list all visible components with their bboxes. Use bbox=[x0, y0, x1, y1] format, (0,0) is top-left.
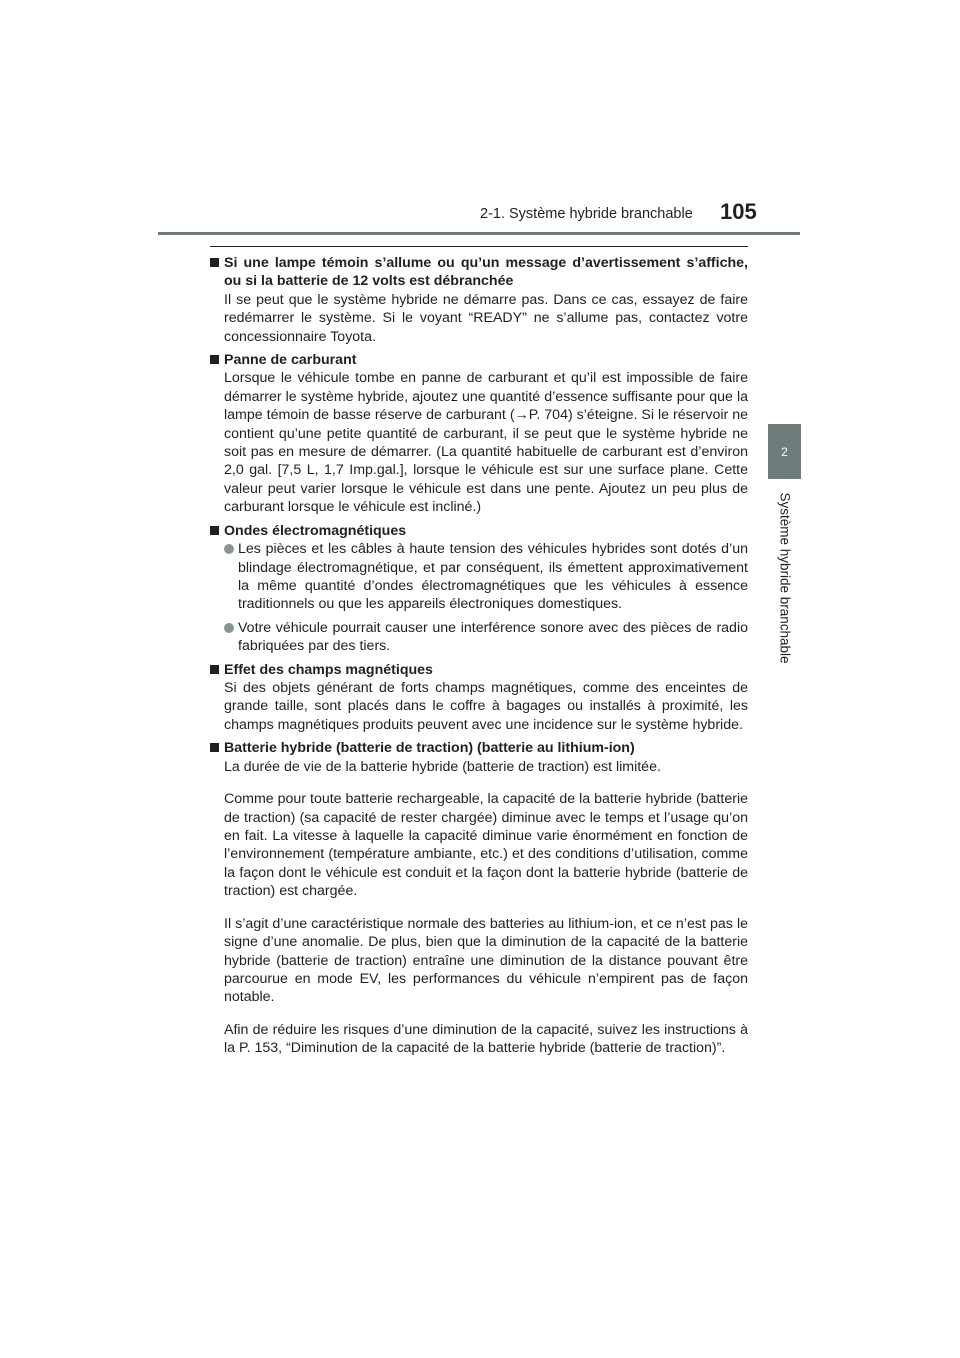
square-bullet-icon bbox=[210, 526, 219, 535]
section-heading bbox=[210, 254, 748, 291]
square-bullet-icon bbox=[210, 355, 219, 364]
body-paragraph: Comme pour toute batterie rechargeable, la capacité de la batterie hybride (batterie de traction) (sa capacité de rester chargée) diminue avec le temps et l’usage qu’on en fait. La vitesse à laquelle la capacité diminue varie énormément en fonction de l’environnement (température ambiante, etc.) et des conditions d’utilisation, comme la façon dont le véhicule est conduit et la façon dont la batterie hybride (batterie de traction) est chargée. bbox=[224, 791, 748, 900]
section-heading-text: Batterie hybride (batterie de traction) (batterie au lithium-ion) bbox=[224, 740, 635, 757]
bullet-item bbox=[224, 619, 748, 656]
section-heading-text: Panne de carburant bbox=[224, 352, 357, 369]
bullet-item bbox=[224, 540, 748, 614]
section-electromagnetic-waves bbox=[210, 522, 748, 656]
section-heading-text: Effet des champs magnétiques bbox=[224, 661, 433, 678]
header-rule bbox=[158, 232, 800, 235]
body-paragraph: Il s’agit d’une caractéristique normale des batteries au lithium-ion, et ce n’est pas le signe d’une anomalie. De plus, bien que la diminution de la capacité de la batterie hybride (batterie de traction) entraîne une diminution de la distance pouvant être parcourue en mode EV, les performances du véhicule n’empirent pas de façon notable. bbox=[224, 915, 748, 1006]
section-heading bbox=[210, 351, 748, 369]
section-heading-text: Si une lampe témoin s’allume ou qu’un message d’avertissement s’affiche, ou si la batterie de 12 volts est débranchée bbox=[224, 255, 748, 290]
body-paragraph: Si des objets générant de forts champs magnétiques, comme des enceintes de grande taille, sont placés dans le coffre à bagages ou installés à proximité, les champs magnétiques produits peuvent avec une incidence sur le système hybride. bbox=[224, 679, 748, 733]
content-top-rule bbox=[210, 246, 748, 247]
square-bullet-icon bbox=[210, 665, 219, 674]
square-bullet-icon bbox=[210, 743, 219, 752]
circle-bullet-icon bbox=[224, 623, 234, 633]
circle-bullet-icon bbox=[224, 544, 234, 554]
page-number: 105 bbox=[720, 199, 757, 224]
body-paragraph: La durée de vie de la batterie hybride (batterie de traction) est limitée. bbox=[224, 758, 661, 775]
bullet-text: Les pièces et les câbles à haute tension des véhicules hybrides sont dotés d’un blindage électromagnétique, et par conséquent, ils émettent approximativement la même quantité d’ondes électromagnétiques que les véhicules à essence traditionnels ou que les appareils électroniques domestiques. bbox=[238, 541, 748, 613]
section-hybrid-battery bbox=[210, 739, 748, 1058]
section-heading bbox=[210, 661, 748, 679]
section-heading bbox=[210, 739, 748, 757]
body-paragraph: Afin de réduire les risques d’une diminution de la capacité, suivez les instructions à la P. 153, “Diminution de la capacité de la batterie hybride (batterie de traction)”. bbox=[224, 1022, 748, 1057]
chapter-side-label: Système hybride branchable bbox=[777, 492, 793, 664]
square-bullet-icon bbox=[210, 258, 219, 267]
page-content bbox=[210, 254, 748, 1063]
section-title: 2-1. Système hybride branchable bbox=[480, 206, 693, 222]
section-warning-light bbox=[210, 254, 748, 346]
section-fuel bbox=[210, 351, 748, 517]
body-paragraph: Il se peut que le système hybride ne démarre pas. Dans ce cas, essayez de faire redémarrer le système. Si le voyant “READY” ne s’allume pas, contactez votre concessionnaire Toyota. bbox=[224, 291, 748, 345]
section-heading bbox=[210, 522, 748, 540]
bullet-text: Votre véhicule pourrait causer une interférence sonore avec des pièces de radio fabriquées par des tiers. bbox=[238, 619, 748, 655]
body-paragraph: Lorsque le véhicule tombe en panne de carburant et qu’il est impossible de faire démarrer le système hybride, ajoutez une quantité d’essence suffisante pour que la lampe témoin de basse réserve de carburant (→P. 704) s’éteigne. Si le réservoir ne contient qu’une petite quantité de carburant, il se peut que le système hybride ne soit pas en mesure de démarrer. (La quantité habituelle de carburant est d’environ 2,0 gal. [7,5 L, 1,7 Imp.gal.], lorsque le véhicule est sur une surface plane. Cette valeur peut varier lorsque le véhicule est dans une pente. Ajoutez un peu plus de carburant lorsque le véhicule est incliné.) bbox=[224, 370, 748, 516]
section-heading-text: Ondes électromagnétiques bbox=[224, 522, 407, 539]
chapter-number: 2 bbox=[781, 444, 788, 459]
section-magnetic-fields bbox=[210, 661, 748, 735]
chapter-tab bbox=[768, 424, 801, 479]
